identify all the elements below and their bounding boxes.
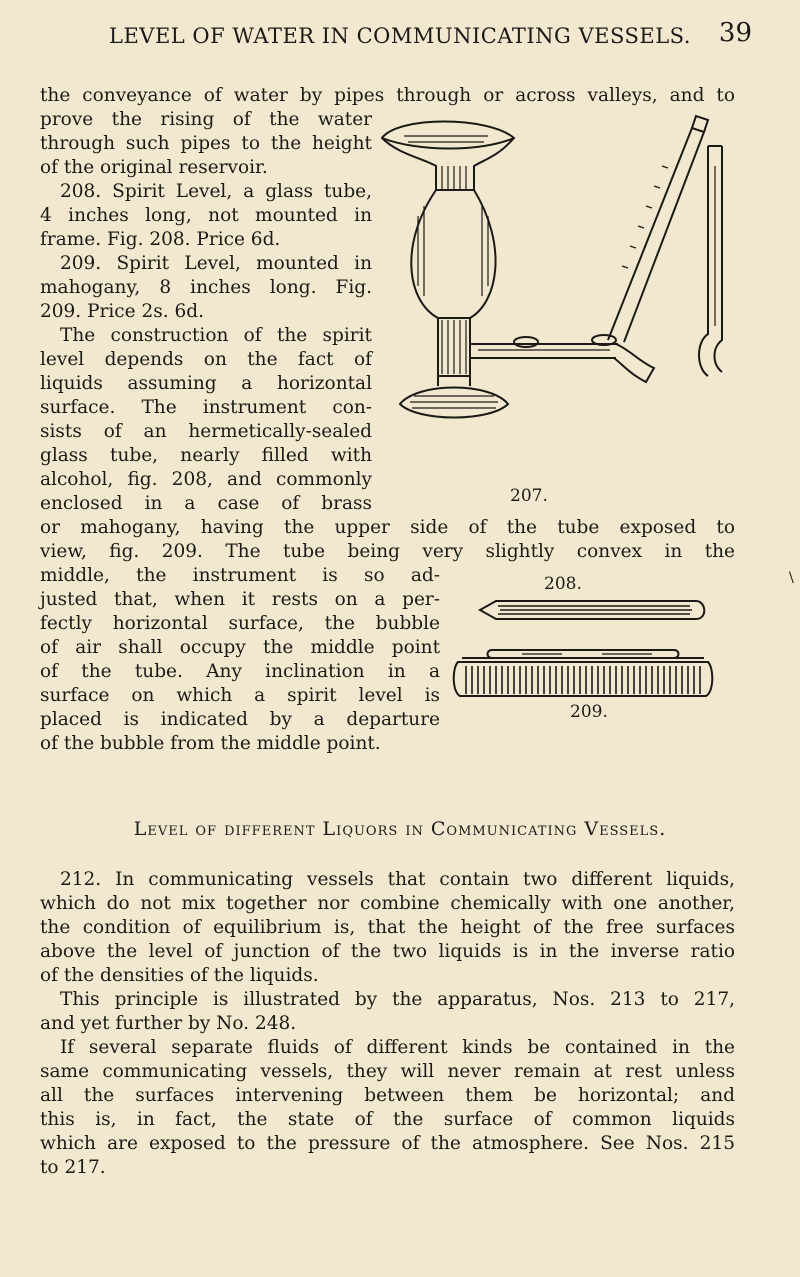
body-line: and yet further by No. 248. <box>40 1013 297 1034</box>
section-heading: Level of different Liquors in Communicating Vessels. <box>133 818 667 840</box>
body-line: placed is indicated by a departure <box>40 709 440 730</box>
body-line: same communicating vessels, they will never remain at rest unless <box>40 1061 735 1082</box>
body-line: of the tube. Any inclination in a <box>40 661 440 682</box>
body-line: the conveyance of water by pipes through or across valleys, and to <box>40 85 735 106</box>
body-line: of the densities of the liquids. <box>40 965 319 986</box>
figure-209-label: 209. <box>570 702 608 722</box>
body-line: glass tube, nearly filled with <box>40 445 372 466</box>
body-line: frame. Fig. 208. Price 6d. <box>40 229 281 250</box>
body-line: liquids assuming a horizontal <box>40 373 372 394</box>
body-line: through such pipes to the height <box>40 133 372 154</box>
body-line: justed that, when it rests on a per- <box>40 589 440 610</box>
body-line: 208. Spirit Level, a glass tube, <box>60 181 372 202</box>
body-line: sists of an hermetically-sealed <box>40 421 372 442</box>
body-line: 209. Spirit Level, mounted in <box>60 253 372 274</box>
body-line: or mahogany, having the upper side of the tube exposed to <box>40 517 735 538</box>
body-line: of air shall occupy the middle point <box>40 637 440 658</box>
body-line: which do not mix together nor combine chemically with one another, <box>40 893 735 914</box>
body-line: above the level of junction of the two liquids is in the inverse ratio <box>40 941 735 962</box>
body-line: 209. Price 2s. 6d. <box>40 301 204 322</box>
body-line: surface on which a spirit level is <box>40 685 440 706</box>
body-line: to 217. <box>40 1157 106 1178</box>
body-line: fectly horizontal surface, the bubble <box>40 613 440 634</box>
running-title: LEVEL OF WATER IN COMMUNICATING VESSELS. <box>109 24 691 48</box>
body-line: the condition of equilibrium is, that the height of the free surfaces <box>40 917 735 938</box>
page-number: 39 <box>718 18 752 48</box>
body-line: all the surfaces intervening between them be horizontal; and <box>40 1085 735 1106</box>
figure-207-label: 207. <box>510 486 548 506</box>
body-line: If several separate fluids of different kinds be contained in the <box>60 1037 735 1058</box>
body-line: The construction of the spirit <box>60 325 372 346</box>
body-line: This principle is illustrated by the apparatus, Nos. 213 to 217, <box>60 989 735 1010</box>
body-line: alcohol, fig. 208, and commonly <box>40 469 372 490</box>
body-line: which are exposed to the pressure of the atmosphere. See Nos. 215 <box>40 1133 735 1154</box>
body-line: 4 inches long, not mounted in <box>40 205 372 226</box>
figure-209-illustration <box>452 644 714 698</box>
body-line: this is, in fact, the state of the surface of common liquids <box>40 1109 735 1130</box>
body-line: view, fig. 209. The tube being very slightly convex in the <box>40 541 735 562</box>
body-line: level depends on the fact of <box>40 349 372 370</box>
figure-207-illustration <box>378 106 742 506</box>
body-line: mahogany, 8 inches long. Fig. <box>40 277 372 298</box>
body-line: of the bubble from the middle point. <box>40 733 381 754</box>
body-line: of the original reservoir. <box>40 157 268 178</box>
body-line: surface. The instrument con- <box>40 397 372 418</box>
body-line: 212. In communicating vessels that contain two different liquids, <box>60 869 735 890</box>
figure-208-illustration <box>478 598 710 622</box>
body-line: enclosed in a case of brass <box>40 493 372 514</box>
body-line: middle, the instrument is so ad- <box>40 565 440 586</box>
margin-mark: \ <box>789 570 794 586</box>
body-line: prove the rising of the water <box>40 109 372 130</box>
figure-208-label: 208. <box>544 574 582 594</box>
